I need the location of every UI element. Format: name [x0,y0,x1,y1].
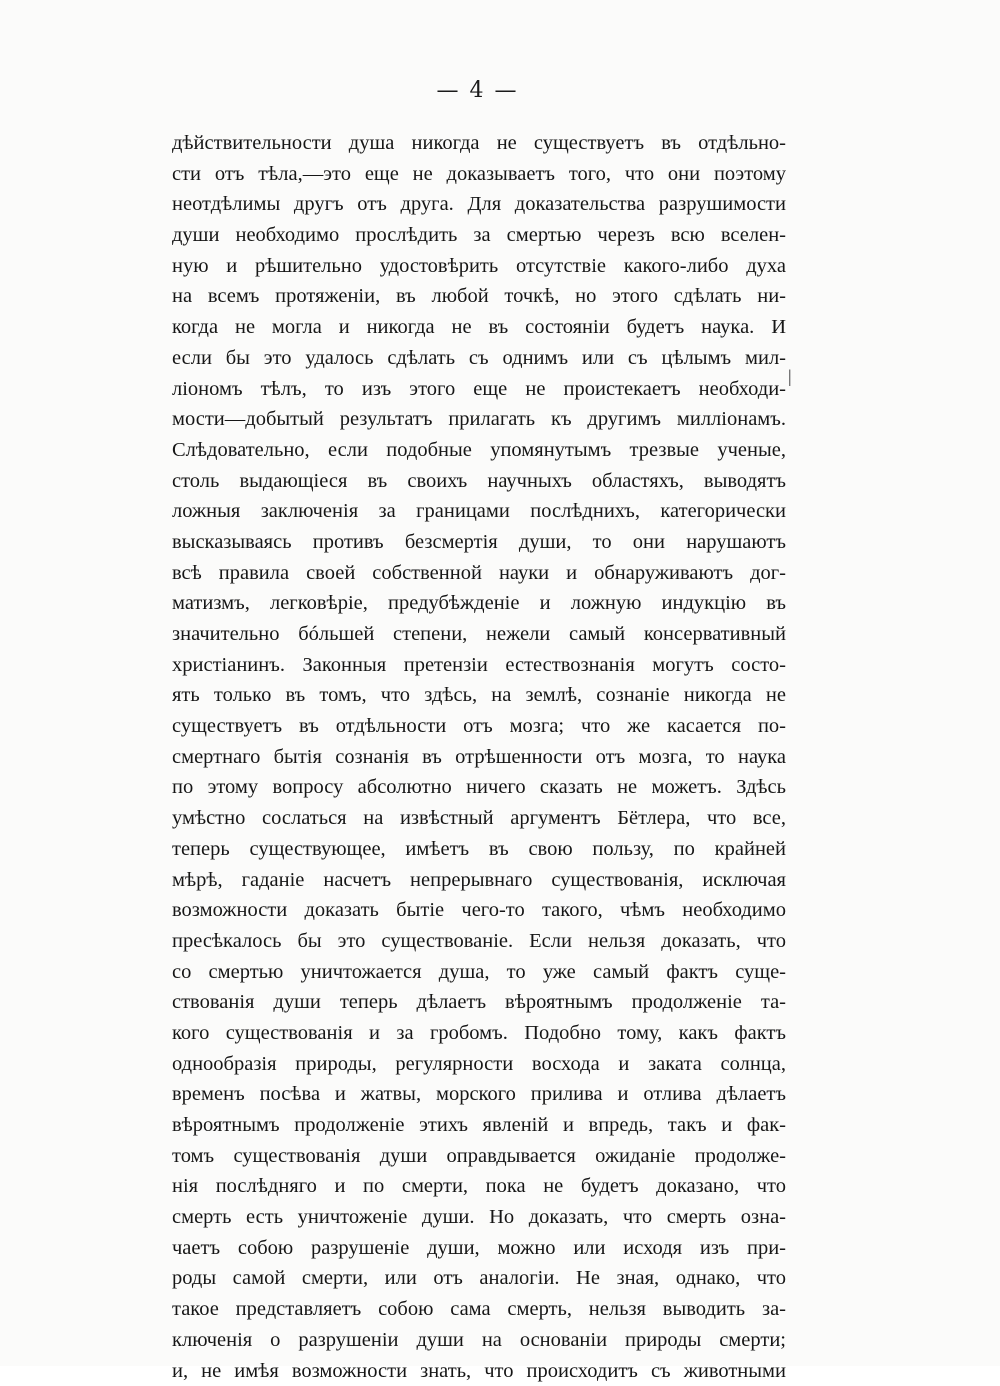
page-body-text [172,128,786,1386]
text-line: ліономъ тѣлъ, то изъ этого еще не проистекаетъ необходи- [172,374,786,405]
text-line: по этому вопросу абсолютно ничего сказать не можетъ. Здѣсь [172,772,786,803]
text-line: смерть есть уничтоженіе души. Но доказать, что смерть озна- [172,1202,786,1233]
text-line: Слѣдовательно, если подобные упомянутымъ трезвые ученые, [172,435,786,466]
text-line: кого существованія и за гробомъ. Подобно тому, какъ фактъ [172,1018,786,1049]
text-line: со смертью уничтожается душа, то уже самый фактъ суще- [172,957,786,988]
text-line: неотдѣлимы другъ отъ друга. Для доказательства разрушимости [172,189,786,220]
text-line: ять только въ томъ, что здѣсь, на землѣ, сознаніе никогда не [172,680,786,711]
text-line: чаетъ собою разрушеніе души, можно или исходя изъ при- [172,1233,786,1264]
text-line: мости—добытый результатъ прилагать къ другимъ милліонамъ. [172,404,786,435]
text-line: временъ посѣва и жатвы, морского прилива и отлива дѣлаетъ [172,1079,786,1110]
margin-tick-mark: | [788,366,792,387]
text-line: и, не имѣя возможности знать, что происходитъ съ животными [172,1356,786,1386]
page-number: — 4 — [0,78,955,103]
text-line: если бы это удалось сдѣлать съ однимъ или съ цѣлымъ мил- [172,343,786,374]
text-line: умѣстно сослаться на извѣстный аргументъ Бётлера, что все, [172,803,786,834]
text-line: однообразія природы, регулярности восхода и заката солнца, [172,1049,786,1080]
text-line: роды самой смерти, или отъ аналогіи. Не зная, однако, что [172,1263,786,1294]
text-line: ствованія души теперь дѣлаетъ вѣроятнымъ продолженіе та- [172,987,786,1018]
text-line: души необходимо прослѣдить за смертью черезъ всю вселен- [172,220,786,251]
text-line: значительно бóльшей степени, нежели самый консервативный [172,619,786,650]
text-line: ложныя заключенія за границами послѣднихъ, категорически [172,496,786,527]
text-line: нія послѣдняго и по смерти, пока не будетъ доказано, что [172,1171,786,1202]
text-line: высказываясь противъ безсмертія души, то они нарушаютъ [172,527,786,558]
text-line: мѣрѣ, гаданіе насчетъ непрерывнаго существованія, исключая [172,865,786,896]
text-line: ную и рѣшительно удостовѣрить отсутствіе какого-либо духа [172,251,786,282]
text-line: такое представляетъ собою сама смерть, нельзя выводить за- [172,1294,786,1325]
text-line: пресѣкалось бы это существованіе. Если нельзя доказать, что [172,926,786,957]
text-line: смертнаго бытія сознанія въ отрѣшенности отъ мозга, то наука [172,742,786,773]
text-line: теперь существующее, имѣетъ въ свою пользу, по крайней [172,834,786,865]
text-line: ключенія о разрушеніи души на основаніи природы смерти; [172,1325,786,1356]
text-line: на всемъ протяженіи, въ любой точкѣ, но этого сдѣлать ни- [172,281,786,312]
text-line: христіанинъ. Законныя претензіи естествознанія могутъ состо- [172,650,786,681]
text-line: томъ существованія души оправдывается ожиданіе продолже- [172,1141,786,1172]
text-line: сти отъ тѣла,—это еще не доказываетъ того, что они поэтому [172,159,786,190]
text-line: всѣ правила своей собственной науки и обнаруживаютъ дог- [172,558,786,589]
text-line: существуетъ въ отдѣльности отъ мозга; что же касается по- [172,711,786,742]
text-line: когда не могла и никогда не въ состояніи будетъ наука. И [172,312,786,343]
text-line: дѣйствительности душа никогда не существуетъ въ отдѣльно- [172,128,786,159]
text-line: столь выдающіеся въ своихъ научныхъ областяхъ, выводятъ [172,466,786,497]
text-line: возможности доказать бытіе чего-то такого, чѣмъ необходимо [172,895,786,926]
text-line: матизмъ, легковѣріе, предубѣжденіе и ложную индукцію въ [172,588,786,619]
text-line: вѣроятнымъ продолженіе этихъ явленій и впредь, такъ и фак- [172,1110,786,1141]
